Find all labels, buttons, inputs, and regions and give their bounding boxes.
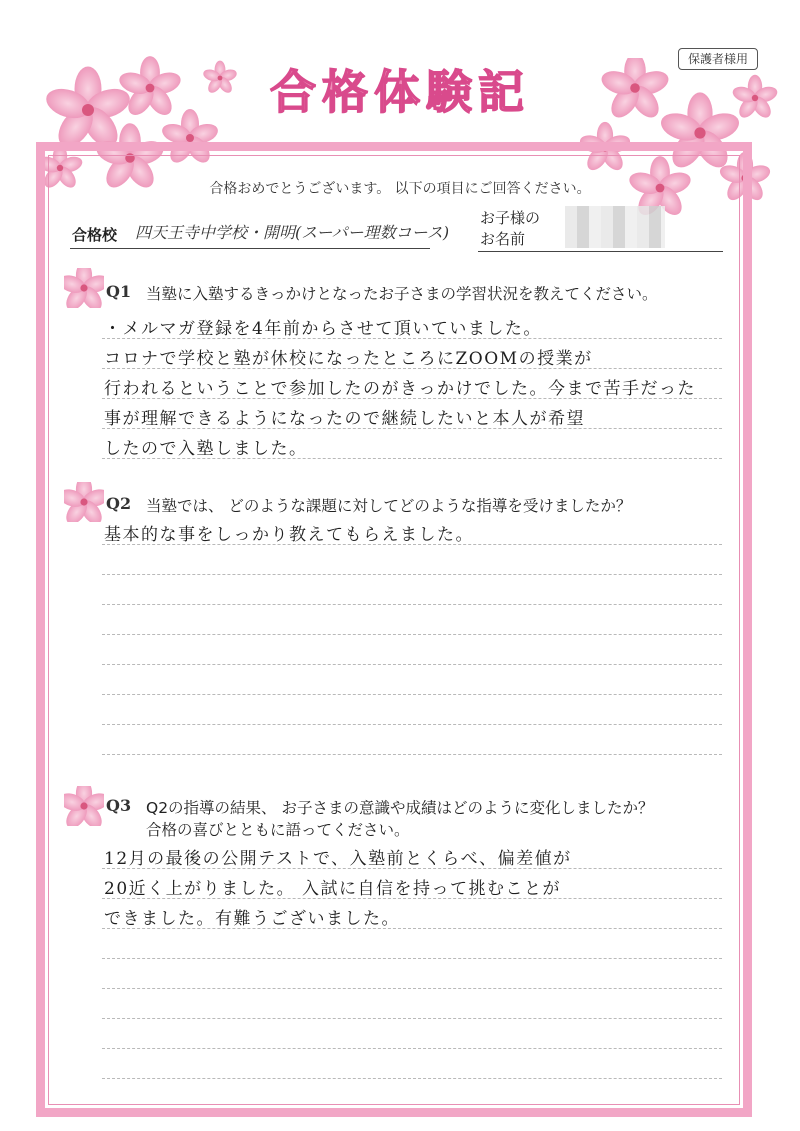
q2-blossom-icon: [64, 482, 104, 522]
q2-rule: [102, 634, 722, 635]
q1-answer-line: コロナで学校と塾が休校になったところにZOOMの授業が: [104, 349, 593, 369]
redacted-name: [565, 206, 665, 248]
audience-badge: 保護者様用: [678, 48, 758, 70]
school-underline: [70, 248, 430, 249]
q1-answer-line: 事が理解できるようになったので継続したいと本人が希望: [104, 409, 585, 429]
q1-answer-line: ・メルマガ登録を4年前からさせて頂いていました。: [104, 319, 542, 339]
q2-rule: [102, 604, 722, 605]
q3-rule: [102, 1078, 722, 1079]
q3-question: Q2の指導の結果、 お子さまの意識や成績はどのように変化しましたか？: [146, 799, 654, 817]
q3-rule: [102, 958, 722, 959]
child-name-label-line1: お子様の: [480, 209, 541, 227]
intro-text: 合格おめでとうございます。 以下の項目にご回答ください。: [209, 181, 591, 197]
q3-question-line2: 合格の喜びとともに語ってください。: [146, 821, 410, 839]
q2-rule: [102, 664, 722, 665]
page-title: 合格体験記: [270, 65, 530, 119]
q2-answer-line: 基本的な事をしっかり教えてもらえました。: [104, 525, 474, 545]
q2-rule: [102, 694, 722, 695]
q1-question: 当塾に入塾するきっかけとなったお子さまの学習状況を教えてください。: [146, 285, 658, 303]
q3-number: Q3: [106, 796, 132, 815]
q1-number: Q1: [106, 282, 132, 301]
q2-rule: [102, 724, 722, 725]
q3-rule: [102, 988, 722, 989]
q3-answer-line: できました。有難うございました。: [104, 909, 400, 929]
q2-question: 当塾では、 どのような課題に対してどのような指導を受けましたか？: [146, 497, 632, 515]
q3-answer-line: 20近く上がりました。 入試に自信を持って挑むことが: [104, 879, 562, 899]
q2-number: Q2: [106, 494, 132, 513]
q3-rule: [102, 1048, 722, 1049]
school-label: 合格校: [72, 226, 118, 244]
child-name-label-line2: お名前: [480, 230, 526, 248]
q2-rule: [102, 574, 722, 575]
child-name-label: [480, 208, 540, 250]
q3-answer-line: 12月の最後の公開テストで、入塾前とくらべ、偏差値が: [104, 849, 572, 869]
q1-answer-line: したので入塾しました。: [104, 439, 308, 459]
q3-rule: [102, 1018, 722, 1019]
q3-blossom-icon: [64, 786, 104, 826]
school-value: 四天王寺中学校・開明(スーパー理数コース): [135, 223, 450, 242]
q1-blossom-icon: [64, 268, 104, 308]
q1-answer-line: 行われるということで参加したのがきっかけでした。今まで苦手だった: [104, 379, 696, 399]
child-name-underline: [478, 251, 723, 252]
q2-rule: [102, 754, 722, 755]
